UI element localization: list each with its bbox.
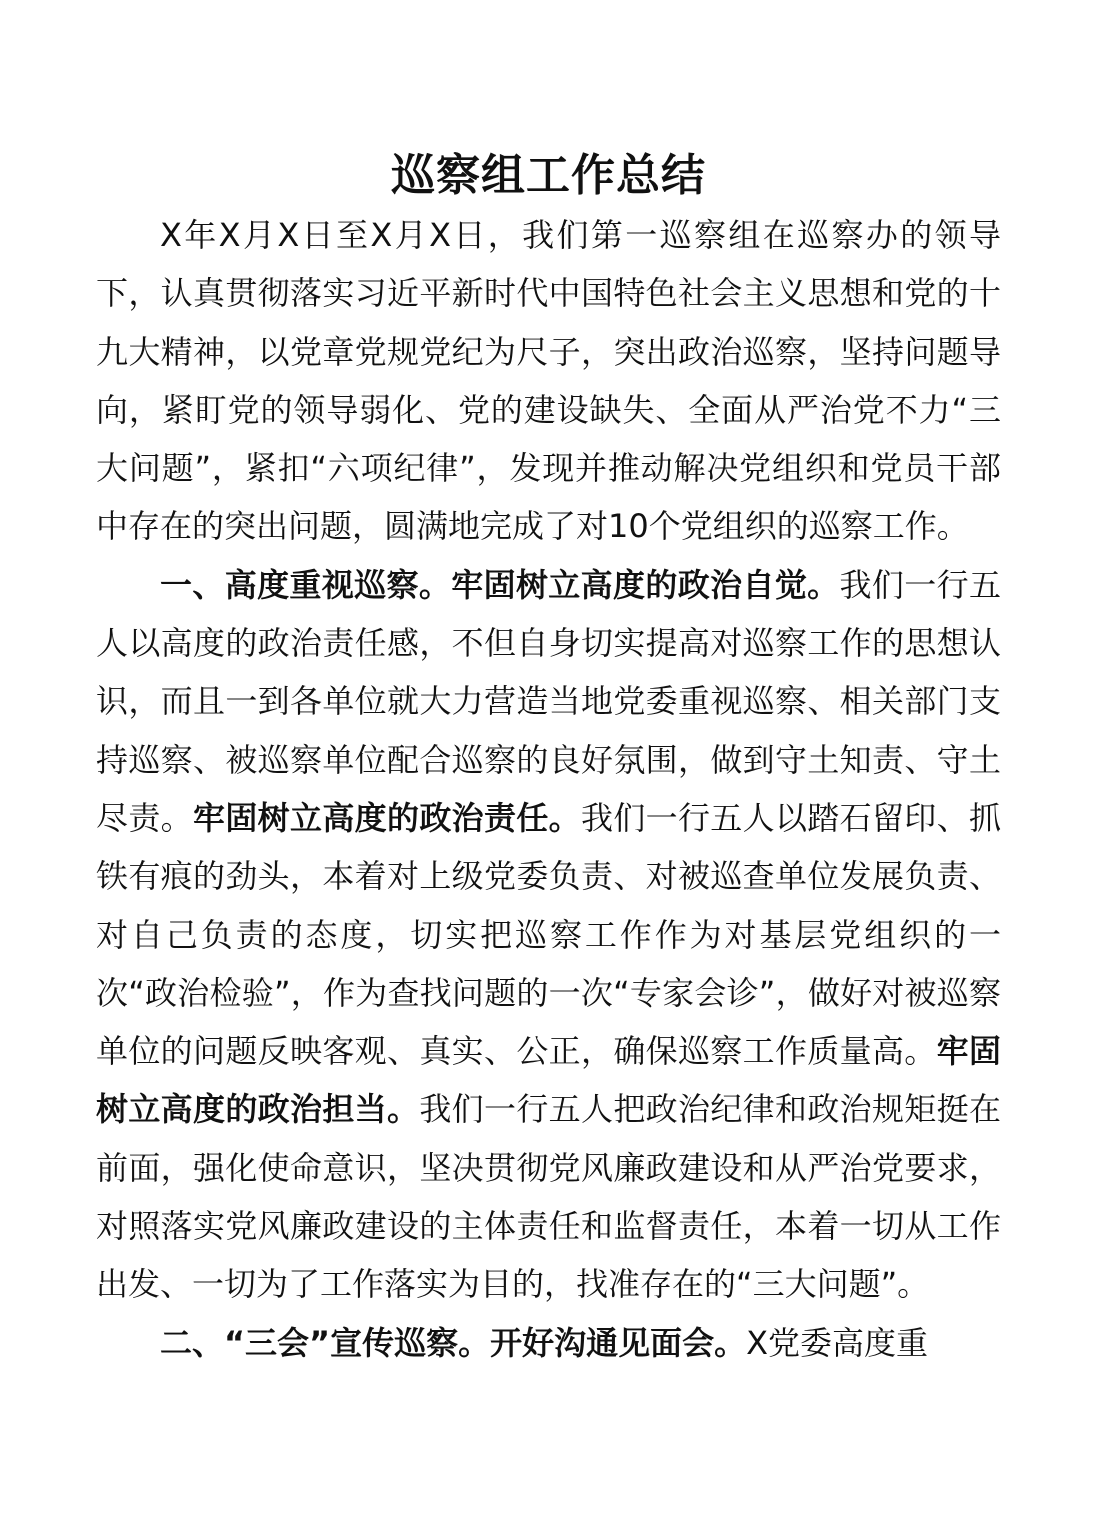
section-1-paragraph (96, 556, 1001, 1314)
section-1-text-1: 我们一行五人以高度的政治责任感，不但自身切实提高对巡察工作的思想认识，而且一到各单位就大力营造当地党委重视巡察、相关部门支持巡察、被巡察单位配合巡察的良好氛围，做到守土知责、守土尽责。 (96, 565, 1001, 837)
section-1-heading: 一、高度重视巡察。 (160, 565, 452, 604)
section-1-bold-2: 牢固树立高度的政治责任。 (193, 798, 581, 837)
intro-text: X年X月X日至X月X日，我们第一巡察组在巡察办的领导下，认真贯彻落实习近平新时代中国特色社会主义思想和党的十九大精神，以党章党规党纪为尺子，突出政治巡察，坚持问题导向，紧盯党的领导弱化、党的建设缺失、全面从严治党不力“三大问题”，紧扣“六项纪律”，发现并推动解决党组织和党员干部中存在的突出问题，圆满地完成了对10个党组织的巡察工作。 (96, 216, 1001, 546)
section-2-heading: 二、“三会”宣传巡察。 (160, 1323, 491, 1362)
section-1-bold-3: 牢固树立高度的政治担当。 (96, 1032, 1001, 1129)
intro-paragraph (96, 206, 1001, 556)
section-2-bold-1: 开好沟通见面会。 (490, 1323, 747, 1362)
document-title: 巡察组工作总结 (391, 150, 706, 201)
section-1-bold-1: 牢固树立高度的政治自觉。 (451, 565, 840, 604)
section-2-text-1: X党委高度重 (746, 1323, 929, 1362)
section-1-text-2: 我们一行五人以踏石留印、抓铁有痕的劲头，本着对上级党委负责、对被巡查单位发展负责、对自己负责的态度，切实把巡察工作作为对基层党组织的一次“政治检验”，作为查找问题的一次“专家会诊”，做好对被巡察单位的问题反映客观、真实、公正，确保巡察工作质量高。 (96, 798, 1001, 1071)
section-1-text-3: 我们一行五人把政治纪律和政治规矩挺在前面，强化使命意识，坚决贯彻党风廉政建设和从严治党要求，对照落实党风廉政建设的主体责任和监督责任，本着一切从工作出发、一切为了工作落实为目的，找准存在的“三大问题”。 (96, 1090, 1001, 1304)
section-2-paragraph (96, 1314, 1001, 1372)
